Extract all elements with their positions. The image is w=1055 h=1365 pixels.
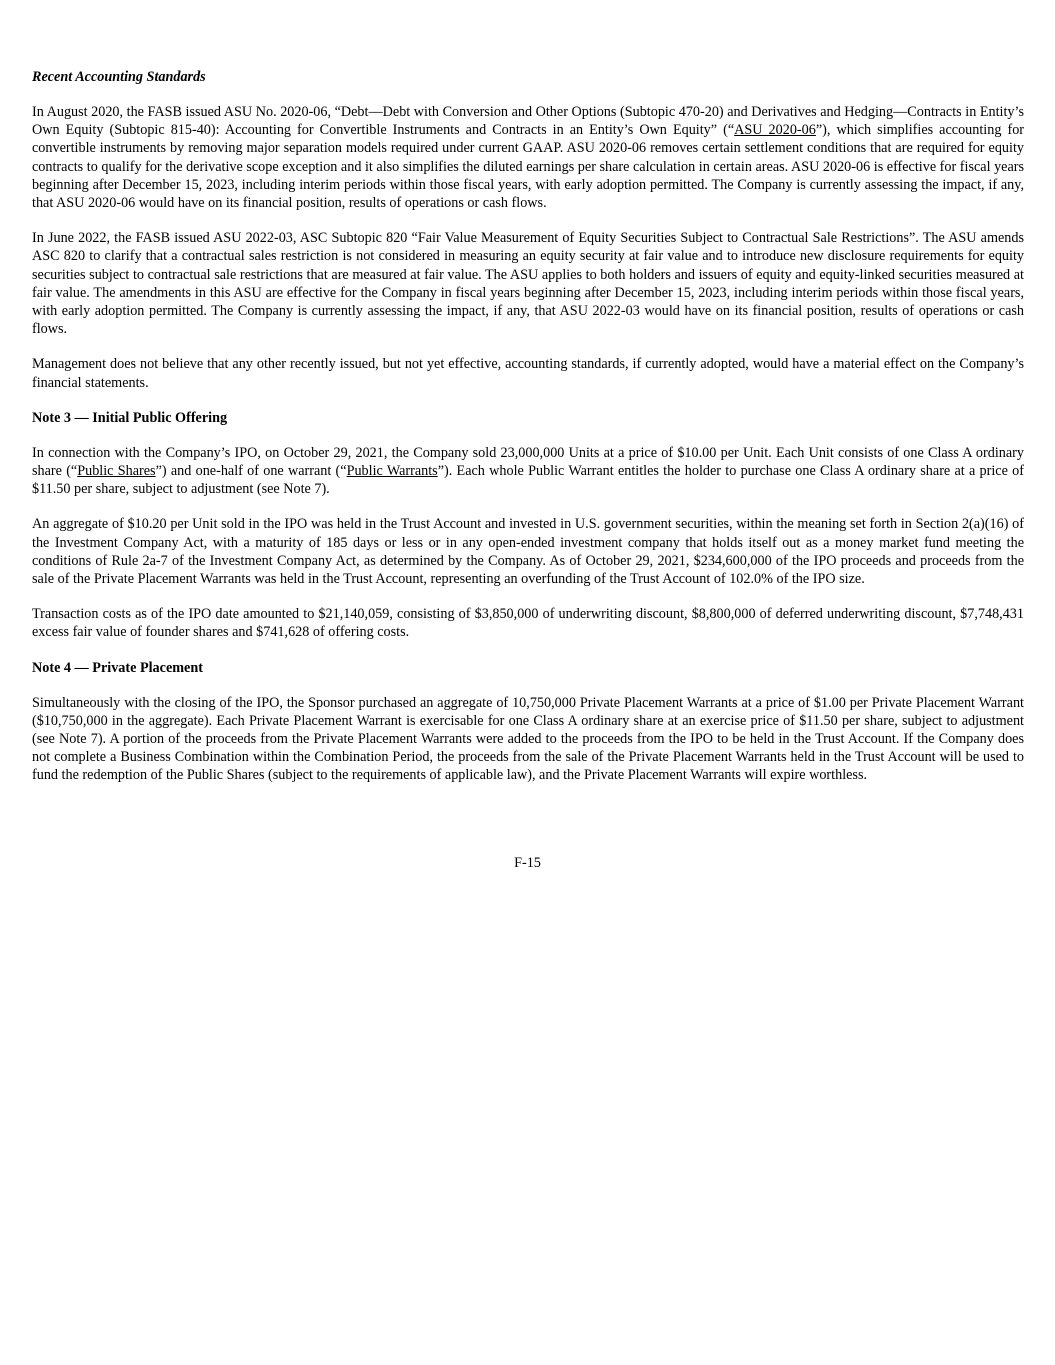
transaction-costs-paragraph: Transaction costs as of the IPO date amounted to $21,140,059, consisting of $3,850,000 of underwriting discount, $8,800,000 of deferred underwriting discount, $7,748,431 excess fair value of founder shares and $741,628 of offering costs. [32,606,1024,641]
recent-accounting-standards-heading: Recent Accounting Standards [32,69,206,85]
asu-2020-06-paragraph [32,103,1024,212]
asu-2022-03-paragraph: In June 2022, the FASB issued ASU 2022-03, ASC Subtopic 820 “Fair Value Measurement of Equity Securities Subject to Contractual Sale Restrictions”. The ASU amends ASC 820 to clarify that a contractual sales restriction is not considered in measuring an equity security at fair value and to introduce new disclosure requirements for equity securities subject to contractual sale restrictions that are measured at fair value. The ASU applies to both holders and issuers of equity and equity-linked securities measured at fair value. The amendments in this ASU are effective for the Company in fiscal years beginning after December 15, 2023, including interim periods within those fiscal years, with early adoption permitted. The Company is currently assessing the impact, if any, that ASU 2022-03 would have on its financial position, results of operations or cash flows. [32,230,1024,338]
private-placement-paragraph: Simultaneously with the closing of the IPO, the Sponsor purchased an aggregate of 10,750,000 Private Placement Warrants at a price of $1.00 per Private Placement Warrant ($10,750,000 in the aggregate). Each Private Placement Warrant is exercisable for one Class A ordinary share at an exercise price of $11.50 per share, subject to adjustment (see Note 7). A portion of the proceeds from the Private Placement Warrants were added to the proceeds from the IPO to be held in the Trust Account. If the Company does not complete a Business Combination within the Combination Period, the proceeds from the sale of the Private Placement Warrants held in the Trust Account will be used to fund the redemption of the Public Shares (subject to the requirements of applicable law), and the Private Placement Warrants will expire worthless. [32,694,1024,784]
trust-account-paragraph: An aggregate of $10.20 per Unit sold in the IPO was held in the Trust Account and invested in U.S. government securities, within the meaning set forth in Section 2(a)(16) of the Investment Company Act, with a maturity of 185 days or less or in any open-ended investment company that holds itself out as a money market fund meeting the conditions of Rule 2a-7 of the Investment Company Act, as determined by the Company. As of October 29, 2021, $234,600,000 of the IPO proceeds and proceeds from the sale of the Private Placement Warrants was held in the Trust Account, representing an overfunding of the Trust Account of 102.0% of the IPO size. [32,516,1024,588]
asu-2020-06-term: ASU 2020-06 [734,122,816,139]
page-number: F-15 [514,855,541,871]
public-shares-term: Public Shares [77,463,156,480]
other-standards-paragraph: Management does not believe that any other recently issued, but not yet effective, accounting standards, if currently adopted, would have a material effect on the Company’s financial statements. [32,356,1024,391]
ipo-units-text-c: ”). Each whole Public Warrant entitles the holder to purchase one Class A ordinary share at a price of $11.50 per share, subject to adjustment (see Note 7). [32,463,1024,498]
ipo-units-paragraph [32,444,1024,499]
document-page [32,68,1024,802]
asu-2020-06-text-b: ”), which simplifies accounting for convertible instruments by removing major separation models required under current GAAP. ASU 2020-06 removes certain settlement conditions that are required for equity contracts to qualify for the derivative scope exception and it also simplifies the diluted earnings per share calculation in certain areas. ASU 2020-06 is effective for fiscal years beginning after December 15, 2023, including interim periods within those fiscal years, with early adoption permitted. The Company is currently assessing the impact, if any, that ASU 2020-06 would have on its financial position, results of operations or cash flows. [32,122,1025,212]
note-4-heading: Note 4 — Private Placement [32,659,203,676]
ipo-units-text-a: In connection with the Company’s IPO, on October 29, 2021, the Company sold 23,000,000 Units at a price of $10.00 per Unit. Each Unit consists of one Class A ordinary share (“ [32,444,1024,480]
public-warrants-term: Public Warrants [346,463,438,480]
note-3-heading: Note 3 — Initial Public Offering [32,409,228,426]
asu-2020-06-text-a: In August 2020, the FASB issued ASU No. 2020-06, “Debt—Debt with Conversion and Other Options (Subtopic 470-20) and Derivatives and Hedging—Contracts in Entity’s Own Equity (Subtopic 815-40): Accounting for Convertible Instruments and Contracts in an Entity’s Own Equity” (“ [32,104,1024,139]
ipo-units-text-b: ”) and one-half of one warrant (“ [155,463,347,480]
